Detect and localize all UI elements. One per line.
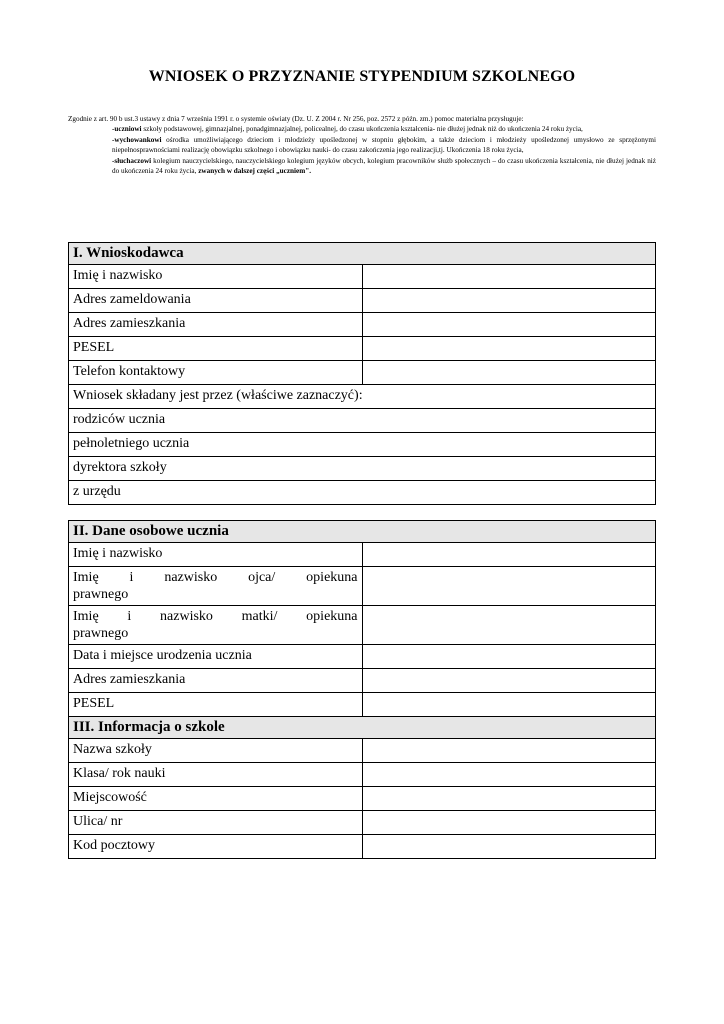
applicant-registered-address-input[interactable] [362, 289, 656, 313]
section-heading-applicant: I. Wnioskodawca [69, 243, 656, 265]
section-heading-pupil: II. Dane osobowe ucznia [69, 521, 656, 543]
applicant-table [68, 242, 656, 505]
pupil-pesel-input[interactable] [362, 693, 656, 717]
field-label: Ulica/ nr [69, 811, 363, 835]
field-label: Klasa/ rok nauki [69, 763, 363, 787]
applicant-residence-address-input[interactable] [362, 313, 656, 337]
legal-item-pupil: -uczniowi szkoły podstawowej, gimnazjalnej, ponadgimnazjalnej, policealnej, do czasu ukończenia kształcenia- nie dłużej jednak niż do ukończenia 24 roku życia, [112, 125, 583, 134]
option-adult-pupil[interactable]: pełnoletniego ucznia [69, 433, 656, 457]
field-label: PESEL [69, 693, 363, 717]
applicant-phone-input[interactable] [362, 361, 656, 385]
school-postcode-input[interactable] [362, 835, 656, 859]
section-heading-school: III. Informacja o szkole [69, 717, 656, 739]
legal-item-student: -słuchaczowi kolegium nauczycielskiego, nauczycielskiego kolegium języków obcych, kolegium pracowników służb społecznych – do czasu ukończenia kształcenia, nie dłużej jednak niż do ukończenia 24 roku życia, zwanych w dalszej części „uczniem". [112, 156, 656, 176]
school-class-input[interactable] [362, 763, 656, 787]
field-label: Imię i nazwisko ojca/ opiekuna prawnego [69, 567, 363, 606]
father-name-input[interactable] [362, 567, 656, 606]
submitted-by-label: Wniosek składany jest przez (właściwe zaznaczyć): [69, 385, 656, 409]
field-label: Adres zameldowania [69, 289, 363, 313]
legal-item-ward: -wychowankowi ośrodka umożliwiającego dzieciom i młodzieży upośledzonej w stopniu głębokim, a także dzieciom i młodzieży upośledzonej umysłowo ze sprzężonymi niepełnosprawnościami realizację obowiązku szkolnego i obowiązku nauki- do czasu zakończenia jego realizacji,tj. Ukończenia 18 roku życia, [112, 135, 656, 155]
school-city-input[interactable] [362, 787, 656, 811]
school-name-input[interactable] [362, 739, 656, 763]
field-label: Imię i nazwisko [69, 265, 363, 289]
school-street-input[interactable] [362, 811, 656, 835]
document-title: WNIOSEK O PRZYZNANIE STYPENDIUM SZKOLNEGO [148, 68, 576, 85]
legal-intro: Zgodnie z art. 90 b ust.3 ustawy z dnia 7 września 1991 r. o systemie oświaty (Dz. U. Z 2004 r. Nr 256, poz. 2572 z późn. zm.) pomoc materialna przysługuje: [68, 115, 524, 123]
field-label: Nazwa szkoły [69, 739, 363, 763]
applicant-pesel-input[interactable] [362, 337, 656, 361]
pupil-name-input[interactable] [362, 543, 656, 567]
option-ex-officio[interactable]: z urzędu [69, 481, 656, 505]
field-label: Data i miejsce urodzenia ucznia [69, 645, 363, 669]
applicant-name-input[interactable] [362, 265, 656, 289]
field-label: Telefon kontaktowy [69, 361, 363, 385]
pupil-school-table [68, 520, 656, 859]
legal-basis [68, 114, 656, 176]
pupil-address-input[interactable] [362, 669, 656, 693]
field-label: Adres zamieszkania [69, 313, 363, 337]
option-parents[interactable]: rodziców ucznia [69, 409, 656, 433]
pupil-birth-input[interactable] [362, 645, 656, 669]
field-label: Kod pocztowy [69, 835, 363, 859]
field-label: Adres zamieszkania [69, 669, 363, 693]
mother-name-input[interactable] [362, 606, 656, 645]
option-headmaster[interactable]: dyrektora szkoły [69, 457, 656, 481]
field-label: Imię i nazwisko matki/ opiekuna prawnego [69, 606, 363, 645]
field-label: Imię i nazwisko [69, 543, 363, 567]
field-label: PESEL [69, 337, 363, 361]
field-label: Miejscowość [69, 787, 363, 811]
